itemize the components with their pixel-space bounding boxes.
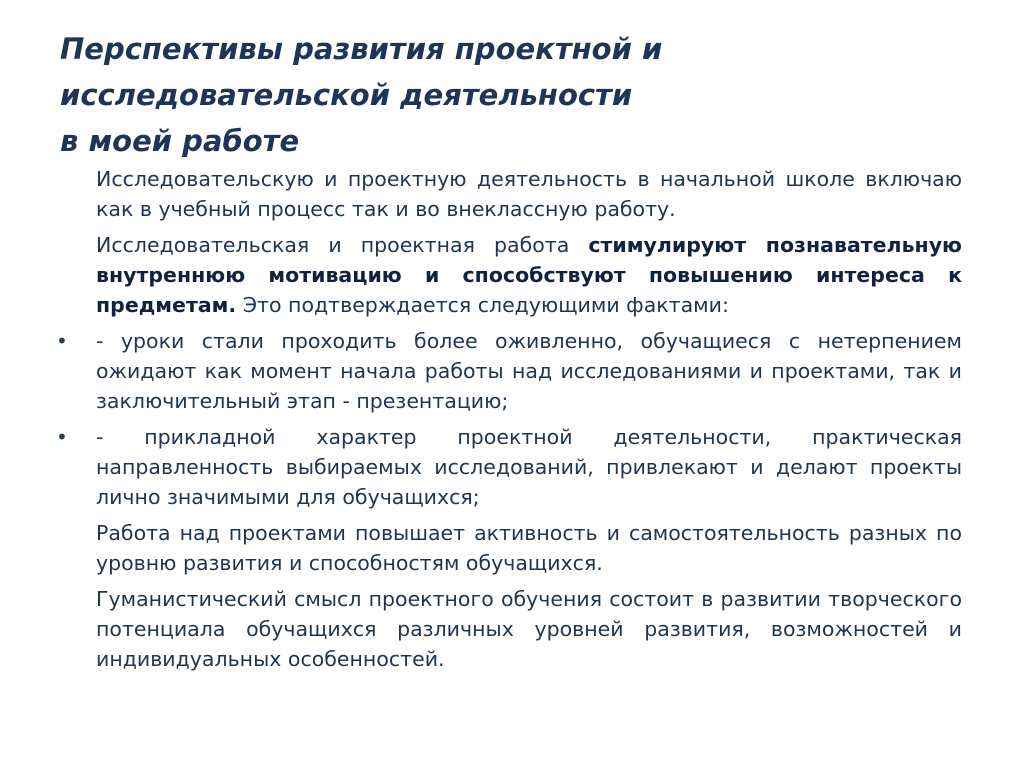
title-line-1: Перспективы развития проектной и — [60, 32, 663, 66]
paragraph-motivation-end: Это подтверждается следующими фактами: — [236, 293, 729, 317]
slide-title — [60, 26, 960, 164]
paragraph-humanistic: Гуманистический смысл проектного обучения состоит в развитии творческого потенциала обучащихся различных уровней развития, возможностей и индивидуальных особенностей. — [96, 587, 962, 671]
bullet-item-lessons: • - уроки стали проходить более оживленно, обучащиеся с нетерпением ожидают как момент начала работы над исследованиями и проектами, так и заключительный этап - презентацию; — [96, 326, 962, 416]
paragraph-motivation-start: Исследовательская и проектная работа — [96, 233, 589, 257]
bullet-item-applied: • - прикладной характер проектной деятельности, практическая направленность выбираемых исследований, привлекают и делают проекты лично значимыми для обучащихся; — [96, 422, 962, 512]
paragraph-motivation — [96, 230, 962, 320]
paragraph-activity: Работа над проектами повышает активность и самостоятельность разных по уровню развития и способностям обучащихся. — [96, 521, 962, 575]
paragraph-intro: Исследовательскую и проектную деятельность в начальной школе включаю как в учебный процесс так и во внеклассную работу. — [96, 167, 962, 221]
slide-body — [96, 164, 962, 680]
title-line-2: исследовательской деятельности — [60, 78, 633, 112]
paragraph-motivation-bold: стимулируют познавательную внутреннюю мотивацию и способствуют повышению интереса к предметам. — [96, 233, 962, 317]
title-line-3: в моей работе — [60, 124, 300, 158]
